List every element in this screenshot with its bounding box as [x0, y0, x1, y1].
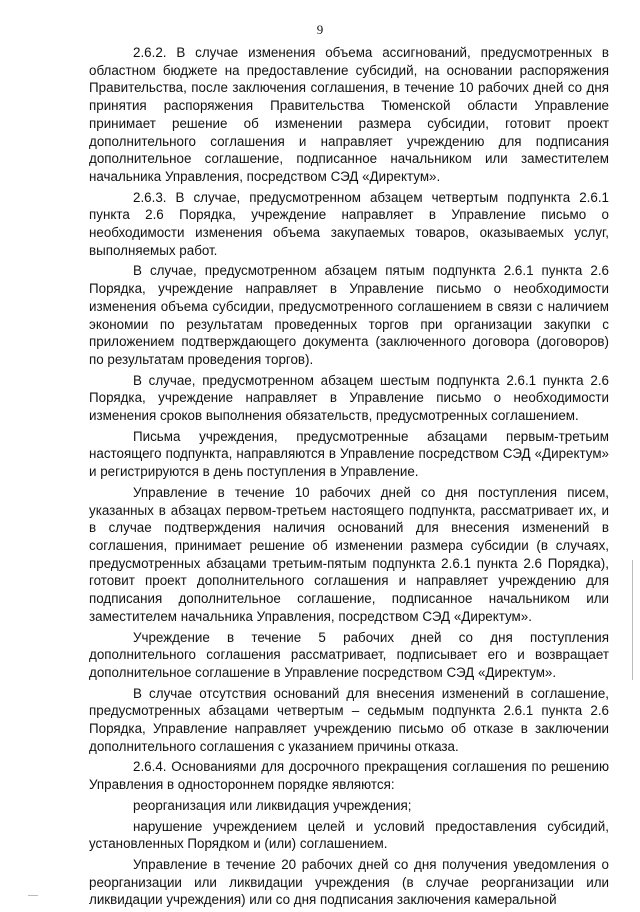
paragraph-refusal: В случае отсутствия оснований для внесения изменений в соглашение, предусмотренных абзацами четвертым – седьмым подпункта 2.6.1 пункта 2.6 Порядка, Управление направляет учреждению письмо об отказе в заключении дополнительного соглашения с указанием причины отказа. — [89, 685, 609, 754]
page-number: 9 — [316, 22, 324, 37]
paragraph-management-review: Управление в течение 10 рабочих дней со дня поступления писем, указанных в абзацах первом-третьем настоящего подпункта, рассматривает их, и в случае подтверждения наличия оснований для внесения изменений в соглашения, принимает решение об изменении размера субсидии (в случаях, предусмотренных абзацами третьим-пятым подпункта 2.6.1 пункта 2.6 Порядка), готовит проект дополнительного соглашения и направляет учреждению для подписания дополнительное соглашение, подписанное начальником или заместителем начальника Управления, посредством СЭД «Директум». — [89, 484, 609, 624]
paragraph-institution-signs: Учреждение в течение 5 рабочих дней со дня поступления дополнительного соглашения рассматривает, подписывает его и возвращает дополнительное соглашение в Управление посредством СЭД «Директум». — [89, 629, 609, 680]
paragraph-letters: Письма учреждения, предусмотренные абзацами первым-третьим настоящего подпункта, направляются в Управление посредством СЭД «Директум» и регистрируются в день поступления в Управление. — [89, 428, 609, 480]
scan-edge-mark — [632, 560, 633, 680]
list-item-reorganization: реорганизация или ликвидация учреждения; — [133, 797, 412, 813]
paragraph-termination: Управление в течение 20 рабочих дней со дня получения уведомления о реорганизации или ликвидации учреждения (в случае реорганизации или ликвидации учреждения) или со дня подписания заключения камеральной — [89, 856, 609, 908]
list-item-violation: нарушение учреждением целей и условий предоставления субсидий, установленных Порядком и (или) соглашением. — [89, 818, 609, 852]
scan-corner-mark — [28, 895, 38, 896]
paragraph-case-fifth: В случае, предусмотренном абзацем пятым подпункта 2.6.1 пункта 2.6 Порядка, учреждение направляет в Управление письмо о необходимости изменения объема субсидии, предусмотренного соглашением в связи с наличием экономии по результатам проведенных торгов при организации закупки с приложением подтверждающего документа (заключенного договора (договоров) по результатам проведения торгов). — [89, 263, 609, 367]
paragraph-2-6-2: 2.6.2. В случае изменения объема ассигнований, предусмотренных в областном бюджете на предоставление субсидий, на основании распоряжения Правительства, после заключения соглашения, в течение 10 рабочих дней со дня принятия распоряжения Правительства Тюменской области Управление принимает решение об изменении размера субсидии, готовит проект дополнительного соглашения и направляет учреждению для подписания дополнительное соглашение, подписанное начальником или заместителем начальника Управления, посредством СЭД «Директум». — [89, 45, 609, 184]
paragraph-case-sixth: В случае, предусмотренном абзацем шестым подпункта 2.6.1 пункта 2.6 Порядка, учреждение направляет в Управление письмо о необходимости изменения сроков выполнения обязательств, предусмотренных соглашением. — [89, 372, 609, 424]
document-body — [89, 44, 609, 912]
paragraph-2-6-3: 2.6.3. В случае, предусмотренном абзацем четвертым подпункта 2.6.1 пункта 2.6 Порядка, учреждение направляет в Управление письмо о необходимости изменения объема закупаемых товаров, оказываемых услуг, выполняемых работ. — [89, 189, 609, 258]
paragraph-2-6-4: 2.6.4. Основаниями для досрочного прекращения соглашения по решению Управления в одностороннем порядке являются: — [89, 759, 609, 793]
